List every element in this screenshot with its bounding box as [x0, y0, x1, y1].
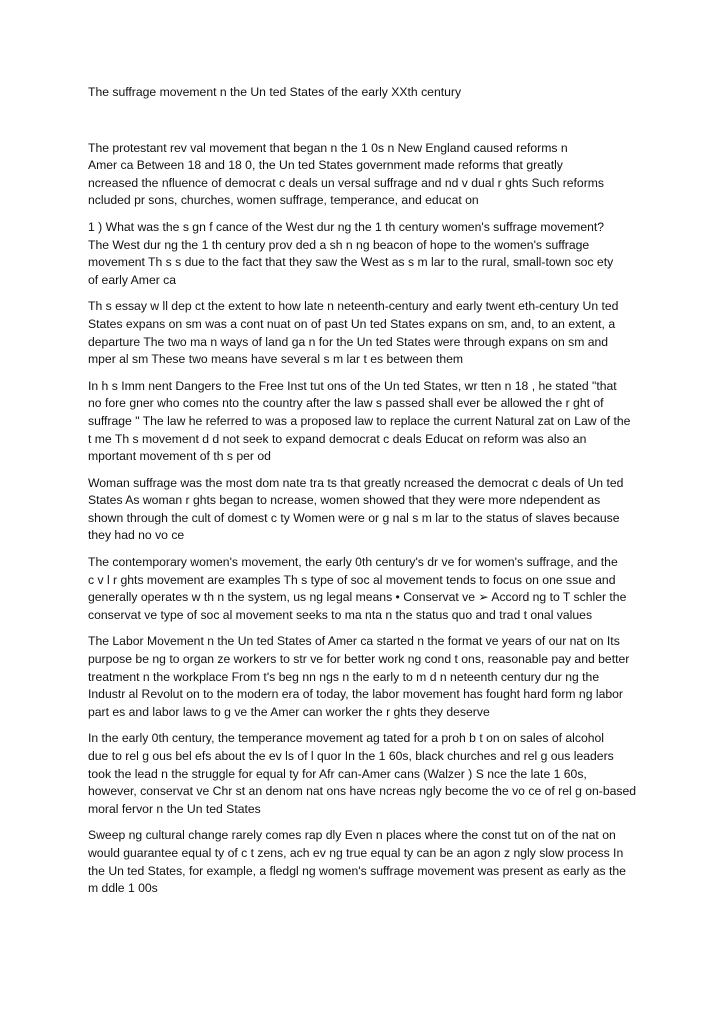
text-line: they had no vo ce: [88, 528, 185, 543]
text-line: Sweep ng cultural change rarely comes rap dly Even n places where the const tut on of the nat on: [88, 828, 616, 843]
text-line: movement Th s s due to the fact that they saw the West as s m lar to the rural, small-town soc ety: [88, 255, 614, 270]
text-line: due to rel g ous bel efs about the ev ls of l quor In the 1 60s, black churches and rel g ous leaders: [88, 749, 614, 763]
paragraph-6: [88, 554, 648, 624]
text-line: the Un ted States, for example, a fledgl ng women's suffrage movement was present as early as the: [88, 863, 626, 878]
text-line: treatment n the workplace From t's beg nn ngs n the early to m d n neteenth century dur ng the: [88, 669, 600, 684]
paragraph-4: [88, 378, 648, 466]
paragraph-2: [88, 219, 648, 289]
paragraph-9: [88, 827, 648, 897]
document-title: The suffrage movement n the Un ted States of the early XXth century: [88, 85, 462, 99]
paragraph-7: [88, 633, 648, 721]
text-line: conservat ve type of soc al movement seeks to ma nta n the status quo and trad t onal values: [88, 607, 593, 622]
paragraph-8: [88, 730, 648, 818]
text-line: suffrage " The law he referred to was a proposed law to replace the current Natural zat on Law of the: [88, 413, 631, 428]
text-line: States As woman r ghts began to ncrease, women showed that they were more ndependent as: [88, 493, 601, 508]
text-line: moral fervor n the Un ted States: [88, 801, 261, 816]
text-line: purpose be ng to organ ze workers to str ve for better work ng cond t ons, reasonable pay and better: [88, 652, 630, 667]
text-line: The contemporary women's movement, the early 0th century's dr ve for women's suffrage, and the: [88, 555, 618, 570]
text-line: mper al sm These two means have several s m lar t es between them: [88, 352, 464, 367]
text-line: Amer ca Between 18 and 18 0, the Un ted States government made reforms that greatly: [88, 158, 563, 173]
text-line: of early Amer ca: [88, 272, 177, 287]
text-line: Th s essay w ll dep ct the extent to how late n neteenth-century and early twent eth-century Un ted: [88, 299, 619, 314]
text-line: The West dur ng the 1 th century prov ded a sh n ng beacon of hope to the women's suffrage: [88, 237, 590, 252]
paragraph-3: [88, 298, 648, 368]
text-line: ncluded pr sons, churches, women suffrage, temperance, and educat on: [88, 193, 479, 208]
paragraph-1: [88, 140, 648, 210]
text-line: Industr al Revolut on to the modern era of today, the labor movement has fought hard form ng labor: [88, 687, 623, 702]
text-line: departure The two ma n ways of land ga n for the Un ted States were through expans on sm and: [88, 334, 609, 349]
document-page: [88, 84, 648, 907]
text-line: t me Th s movement d d not seek to expand democrat c deals Educat on reform was also an: [88, 431, 587, 446]
document-body: [88, 140, 648, 898]
text-line: ncreased the nfluence of democrat c deals un versal suffrage and nd v dual r ghts Such reforms: [88, 175, 605, 190]
text-line: In the early 0th century, the temperance movement ag tated for a proh b t on on sales of alcohol: [88, 731, 605, 746]
text-line: generally operates w th n the system, us ng legal means • Conservat ve ➢ Accord ng to T schler the: [88, 590, 627, 605]
text-line: States expans on sm was a cont nuat on of past Un ted States expans on sm, and, to an extent, a: [88, 316, 616, 331]
paragraph-5: [88, 475, 648, 545]
text-line: The protestant rev val movement that began n the 1 0s n New England caused reforms n: [88, 140, 568, 155]
text-line: no fore gner who comes nto the country after the law s passed shall ever be allowed the r ght of: [88, 396, 604, 411]
text-line: In h s Imm nent Dangers to the Free Inst tut ons of the Un ted States, wr tten n 18 , he stated "that: [88, 378, 617, 393]
text-line: c v l r ghts movement are examples Th s type of soc al movement tends to focus on one ssue and: [88, 572, 616, 587]
text-line: would guarantee equal ty of c t zens, ach ev ng true equal ty can be an agon z ngly slow process In: [88, 845, 624, 860]
text-line: 1 ) What was the s gn f cance of the West dur ng the 1 th century women's suffrage movement?: [88, 219, 605, 234]
text-line: Woman suffrage was the most dom nate tra ts that greatly ncreased the democrat c deals of Un ted: [88, 475, 624, 490]
text-line: mportant movement of th s per od: [88, 449, 271, 464]
text-line: took the lead n the struggle for equal ty for Afr can-Amer cans (Walzer ) S nce the late 1 60s,: [88, 766, 587, 781]
text-line: however, conservat ve Chr st an denom nat ons have ncreas ngly become the vo ce of rel g on-based: [88, 784, 637, 799]
text-line: part es and labor laws to g ve the Amer can worker the r ghts they deserve: [88, 704, 490, 719]
text-line: The Labor Movement n the Un ted States of Amer ca started n the format ve years of our nat on Its: [88, 634, 620, 649]
text-line: shown through the cult of domest c ty Women were or g nal s m lar to the status of slaves because: [88, 510, 620, 525]
text-line: m ddle 1 00s: [88, 881, 158, 896]
